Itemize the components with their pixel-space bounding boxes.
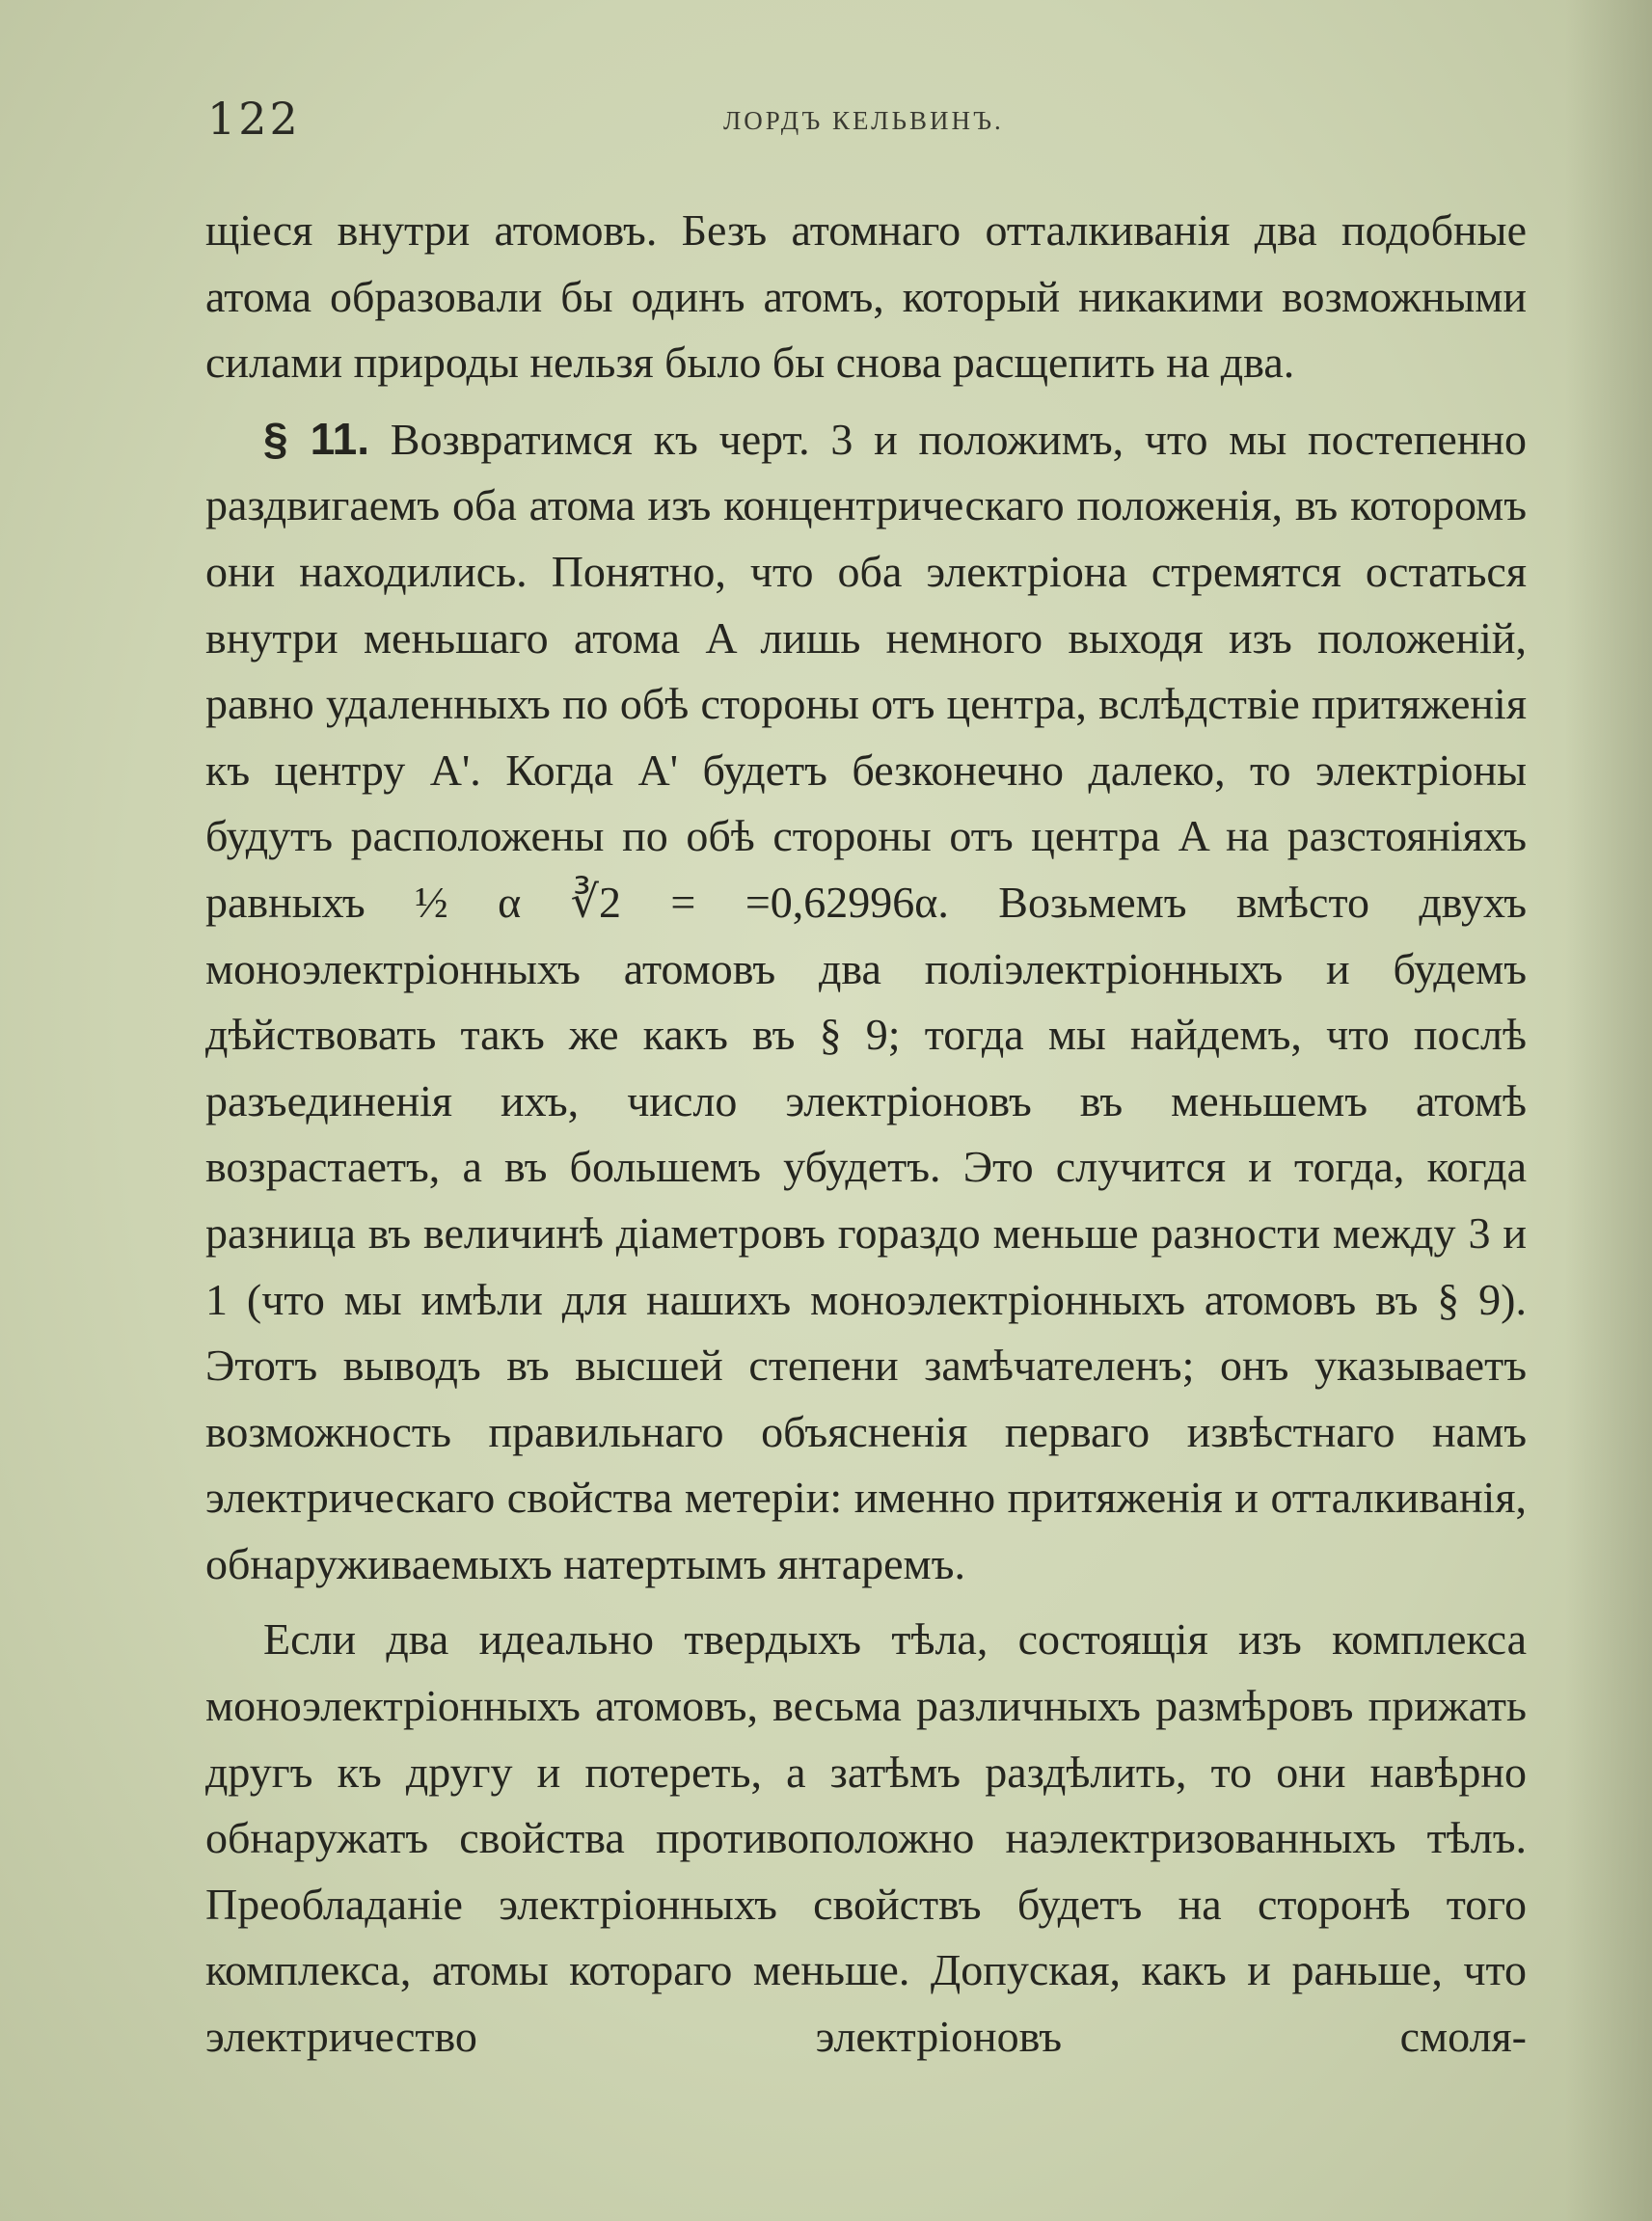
paragraph-2 bbox=[205, 406, 1527, 1598]
paragraph-1 bbox=[205, 198, 1527, 396]
section-number: § 11. bbox=[263, 413, 370, 464]
page-header bbox=[207, 93, 1519, 160]
page-number: 122 bbox=[207, 93, 301, 145]
page-edge-shadow bbox=[1565, 0, 1652, 2221]
paragraph-2-text: Возвратимся къ черт. 3 и положимъ, что мы постепенно раздвигаемъ оба атома изъ концентрическаго положенія, въ которомъ они находились. Понятно, что оба электріона стремятся остаться внутри меньшаго атома A лишь немного выходя изъ положеній, равно удаленныхъ по обѣ стороны отъ центра, вслѣдствіе притяженія къ центру A'. Когда A' будетъ безконечно далеко, то электріоны будутъ расположены по обѣ стороны отъ центра A на разстояніяхъ равныхъ ½ α ∛2 = =0,62996α. Возьмемъ вмѣсто двухъ моноэлектріонныхъ атомовъ два поліэлектріонныхъ и будемъ дѣйствовать такъ же какъ въ § 9; тогда мы найдемъ, что послѣ разъединенія ихъ, число электріоновъ въ меньшемъ атомѣ возрастаетъ, а въ большемъ убудетъ. Это случится и тогда, когда разница въ величинѣ діаметровъ гораздо меньше разности между 3 и 1 (что мы имѣли для нашихъ моноэлектріонныхъ атомовъ въ § 9). Этотъ выводъ въ высшей степени замѣчателенъ; онъ указываетъ возможность правильнаго объясненія перваго извѣстнаго намъ электрическаго свойства метеріи: именно притяженія и отталкиванія, обнаруживаемыхъ натертымъ янтаремъ. bbox=[205, 414, 1527, 1588]
body-text bbox=[205, 198, 1527, 2071]
paragraph-3-text: Если два идеально твердыхъ тѣла, состоящія изъ комплекса моноэлектріонныхъ атомовъ, весьма различныхъ размѣровъ прижать другъ къ другу и потереть, а затѣмъ раздѣлить, то они навѣрно обнаружатъ свойства противоположно наэлектризованныхъ тѣлъ. Преобладаніе электріонныхъ свойствъ будетъ на сторонѣ того комплекса, атомы котораго меньше. Допуская, какъ и раньше, что электричество электріоновъ смоля- bbox=[205, 1614, 1527, 2062]
running-title: ЛОРДЪ КЕЛЬВИНЪ. bbox=[723, 106, 1004, 135]
paragraph-3 bbox=[205, 1607, 1527, 2070]
paragraph-1-text: щіеся внутри атомовъ. Безъ атомнаго отталкиванія два подобные атома образовали бы одинъ атомъ, который никакими возможными силами природы нельзя было бы снова расщепить на два. bbox=[205, 205, 1527, 388]
